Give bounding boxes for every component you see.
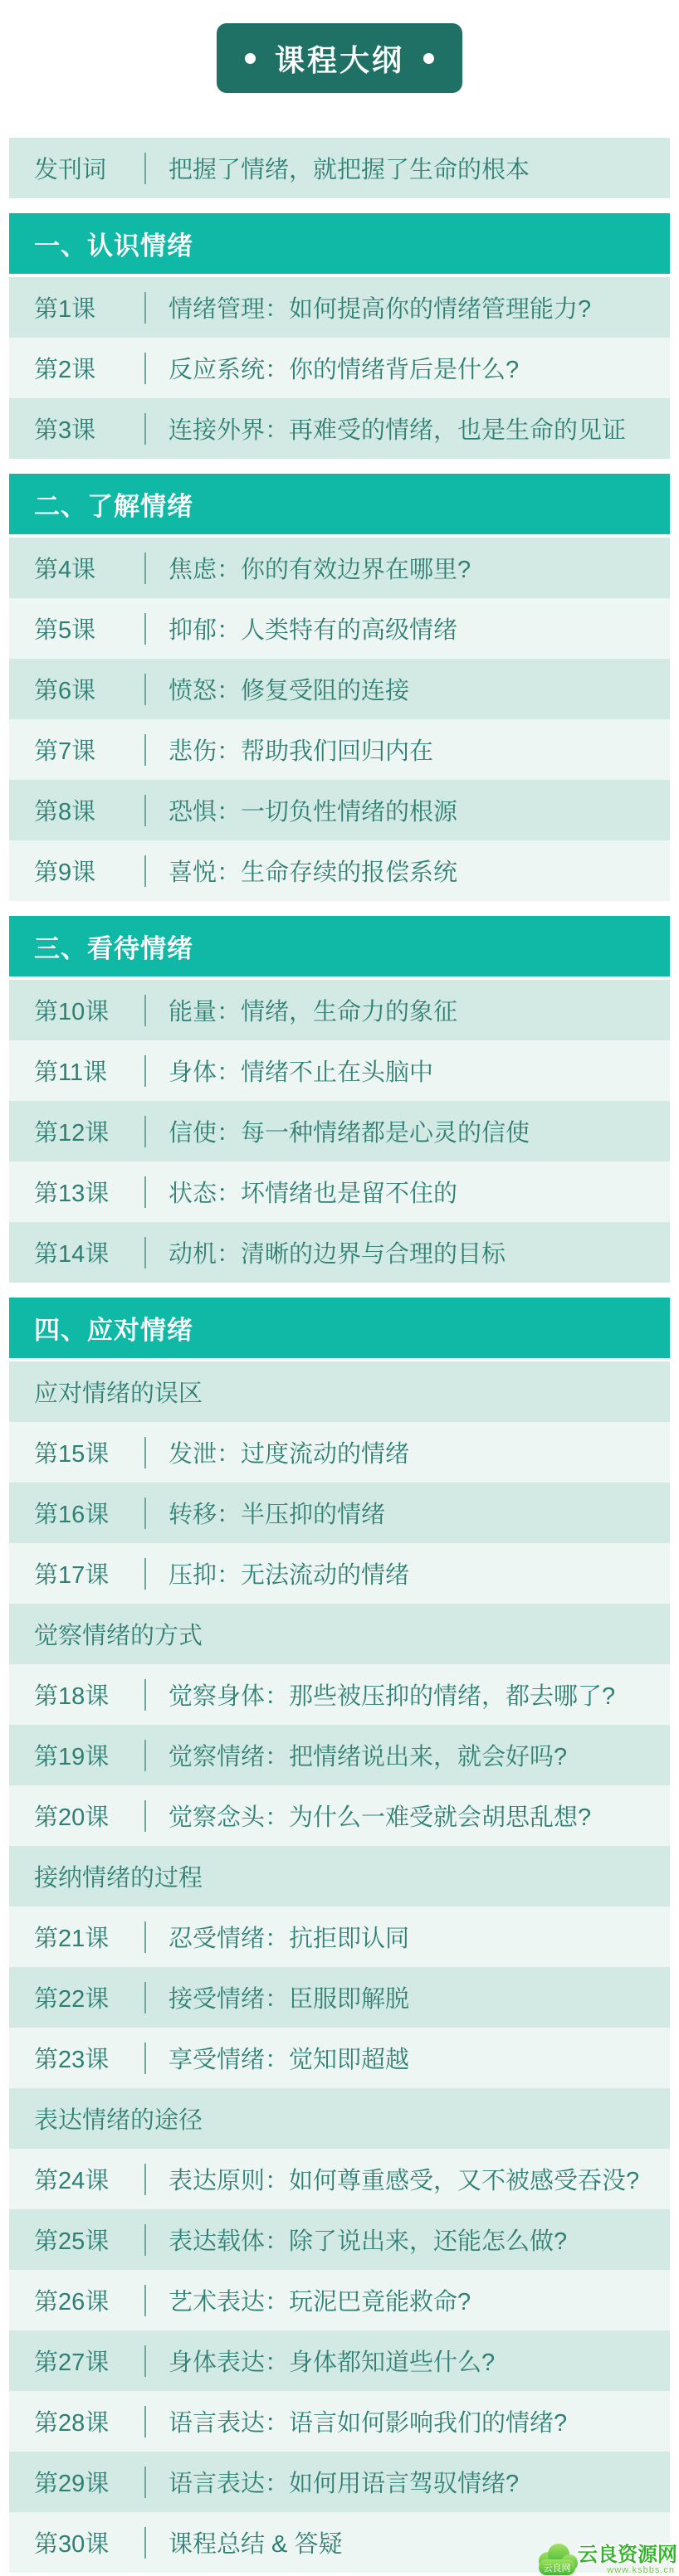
lesson-number: 第10课 xyxy=(34,999,110,1025)
intro-row xyxy=(9,138,670,198)
subsection-title: 应对情绪的误区 xyxy=(34,1381,203,1407)
lesson-number: 第9课 xyxy=(34,859,96,886)
lesson-title: 语言表达：语言如何影响我们的情绪? xyxy=(169,2410,568,2437)
lesson-title: 身体：情绪不止在头脑中 xyxy=(169,1059,434,1086)
subsection-header-row xyxy=(9,1846,670,1906)
lesson-row xyxy=(9,277,670,338)
lesson-row xyxy=(9,659,670,719)
lesson-number: 第12课 xyxy=(34,1120,110,1147)
lesson-number: 第18课 xyxy=(34,1683,110,1710)
vertical-divider xyxy=(144,1116,146,1147)
bullet-dot-icon xyxy=(245,53,256,64)
lesson-row xyxy=(9,2330,670,2391)
lesson-number: 第19课 xyxy=(34,1744,110,1770)
lesson-number: 第6课 xyxy=(34,678,96,704)
vertical-divider xyxy=(144,553,146,584)
lesson-number: 第29课 xyxy=(34,2471,110,2497)
lesson-row xyxy=(9,1785,670,1846)
lesson-number: 第15课 xyxy=(34,1441,110,1468)
section-header xyxy=(9,213,670,274)
subsection-header-row xyxy=(9,1604,670,1664)
vertical-divider xyxy=(144,1497,146,1529)
course-outline-list xyxy=(0,93,679,2573)
lesson-number: 第13课 xyxy=(34,1181,110,1207)
lesson-row xyxy=(9,338,670,398)
lesson-row xyxy=(9,1906,670,1967)
lesson-title: 觉察情绪：把情绪说出来，就会好吗? xyxy=(169,1744,568,1770)
lesson-number: 第26课 xyxy=(34,2289,110,2315)
vertical-divider xyxy=(144,2406,146,2437)
lesson-number: 第7课 xyxy=(34,738,96,765)
subsection-header-row xyxy=(9,1361,670,1422)
vertical-divider xyxy=(144,1982,146,2014)
vertical-divider xyxy=(144,1237,146,1269)
cloud-logo-text: 云良网 xyxy=(543,2564,571,2574)
lesson-number: 第3课 xyxy=(34,417,96,444)
vertical-divider xyxy=(144,2466,146,2498)
lesson-title: 转移：半压抑的情绪 xyxy=(169,1502,386,1528)
lesson-number: 第8课 xyxy=(34,799,96,825)
lesson-number: 第16课 xyxy=(34,1502,110,1528)
badge-container xyxy=(0,0,679,93)
vertical-divider xyxy=(144,1740,146,1771)
vertical-divider xyxy=(144,674,146,705)
lesson-number: 第30课 xyxy=(34,2531,110,2558)
lesson-title: 课程总结 & 答疑 xyxy=(169,2531,343,2558)
subsection-title: 接纳情绪的过程 xyxy=(34,1865,203,1892)
lesson-title: 压抑：无法流动的情绪 xyxy=(169,1562,410,1589)
lesson-title: 把握了情绪，就把握了生命的根本 xyxy=(169,157,530,183)
lesson-title: 喜悦：生命存续的报偿系统 xyxy=(169,859,458,886)
lesson-number: 第21课 xyxy=(34,1926,110,1952)
lesson-number: 第22课 xyxy=(34,1986,110,2013)
lesson-row xyxy=(9,2391,670,2452)
vertical-divider xyxy=(144,2285,146,2316)
section-title: 二、了解情绪 xyxy=(34,492,193,521)
lesson-number: 第14课 xyxy=(34,1241,110,1268)
vertical-divider xyxy=(144,1176,146,1208)
bullet-dot-icon xyxy=(423,53,434,64)
lesson-title: 状态：坏情绪也是留不住的 xyxy=(169,1181,458,1207)
vertical-divider xyxy=(144,292,146,324)
lesson-title: 悲伤：帮助我们回归内在 xyxy=(169,738,434,765)
section-header xyxy=(9,1298,670,1358)
vertical-divider xyxy=(144,1800,146,1832)
watermark-site-name: 云良资源网 xyxy=(578,2544,677,2566)
lesson-row xyxy=(9,1422,670,1483)
lesson-row xyxy=(9,2028,670,2088)
lesson-number: 第5课 xyxy=(34,617,96,644)
vertical-divider xyxy=(144,1055,146,1087)
vertical-divider xyxy=(144,613,146,645)
lesson-title: 忍受情绪：抗拒即认同 xyxy=(169,1926,410,1952)
lesson-row xyxy=(9,1543,670,1604)
lesson-title: 觉察念头：为什么一难受就会胡思乱想? xyxy=(169,1804,592,1831)
badge-title: 课程大纲 xyxy=(274,42,404,77)
lesson-row xyxy=(9,598,670,659)
lesson-title: 表达载体：除了说出来，还能怎么做? xyxy=(169,2228,568,2255)
vertical-divider xyxy=(144,795,146,826)
lesson-row xyxy=(9,840,670,901)
lesson-row xyxy=(9,1161,670,1222)
vertical-divider xyxy=(144,2224,146,2256)
lesson-title: 焦虑：你的有效边界在哪里? xyxy=(169,557,471,583)
lesson-row xyxy=(9,2270,670,2330)
subsection-header-row xyxy=(9,2088,670,2149)
lesson-title: 发泄：过度流动的情绪 xyxy=(169,1441,410,1468)
vertical-divider xyxy=(144,353,146,384)
section-header xyxy=(9,474,670,534)
lesson-number: 第17课 xyxy=(34,1562,110,1589)
lesson-title: 动机：清晰的边界与合理的目标 xyxy=(169,1241,506,1268)
lesson-title: 接受情绪：臣服即解脱 xyxy=(169,1986,410,2013)
lesson-number: 第1课 xyxy=(34,296,96,323)
vertical-divider xyxy=(144,1921,146,1953)
lesson-number: 发刊词 xyxy=(34,157,107,183)
cloud-logo-icon xyxy=(535,2543,579,2576)
vertical-divider xyxy=(144,1679,146,1711)
lesson-title: 身体表达：身体都知道些什么? xyxy=(169,2350,496,2376)
section-title: 一、认识情绪 xyxy=(34,231,193,261)
lesson-row xyxy=(9,1040,670,1101)
lesson-row xyxy=(9,719,670,780)
lesson-row xyxy=(9,538,670,598)
vertical-divider xyxy=(144,153,146,184)
vertical-divider xyxy=(144,995,146,1026)
lesson-number: 第20课 xyxy=(34,1804,110,1831)
lesson-row xyxy=(9,398,670,459)
lesson-title: 觉察身体：那些被压抑的情绪，都去哪了? xyxy=(169,1683,616,1710)
vertical-divider xyxy=(144,2043,146,2074)
lesson-title: 语言表达：如何用语言驾驭情绪? xyxy=(169,2471,520,2497)
lesson-number: 第25课 xyxy=(34,2228,110,2255)
subsection-title: 表达情绪的途径 xyxy=(34,2107,203,2134)
lesson-title: 艺术表达：玩泥巴竟能救命? xyxy=(169,2289,471,2315)
lesson-title: 恐惧：一切负性情绪的根源 xyxy=(169,799,458,825)
vertical-divider xyxy=(144,2164,146,2195)
lesson-title: 情绪管理：如何提高你的情绪管理能力? xyxy=(169,296,592,323)
section-header xyxy=(9,916,670,976)
lesson-row xyxy=(9,780,670,840)
lesson-title: 能量：情绪，生命力的象征 xyxy=(169,999,458,1025)
lesson-number: 第2课 xyxy=(34,357,96,383)
lesson-row xyxy=(9,980,670,1040)
lesson-row xyxy=(9,1664,670,1725)
vertical-divider xyxy=(144,2345,146,2377)
lesson-row xyxy=(9,1967,670,2028)
vertical-divider xyxy=(144,2527,146,2559)
lesson-row xyxy=(9,1483,670,1543)
vertical-divider xyxy=(144,413,146,445)
lesson-row xyxy=(9,1725,670,1785)
lesson-title: 抑郁：人类特有的高级情绪 xyxy=(169,617,458,644)
vertical-divider xyxy=(144,1558,146,1590)
vertical-divider xyxy=(144,1437,146,1468)
lesson-title: 表达原则：如何尊重感受，又不被感受吞没? xyxy=(169,2168,640,2194)
lesson-row xyxy=(9,2149,670,2209)
lesson-number: 第28课 xyxy=(34,2410,110,2437)
lesson-title: 信使：每一种情绪都是心灵的信使 xyxy=(169,1120,530,1147)
lesson-number: 第27课 xyxy=(34,2350,110,2376)
lesson-number: 第24课 xyxy=(34,2168,110,2194)
lesson-number: 第4课 xyxy=(34,557,96,583)
site-watermark xyxy=(535,2538,677,2576)
lesson-number: 第11课 xyxy=(34,1059,108,1086)
lesson-row xyxy=(9,1222,670,1283)
vertical-divider xyxy=(144,855,146,887)
course-outline-badge xyxy=(217,23,462,93)
lesson-row xyxy=(9,2452,670,2512)
lesson-number: 第23课 xyxy=(34,2047,110,2073)
lesson-title: 享受情绪：觉知即超越 xyxy=(169,2047,410,2073)
lesson-title: 愤怒：修复受阻的连接 xyxy=(169,678,410,704)
lesson-row xyxy=(9,1101,670,1161)
section-title: 四、应对情绪 xyxy=(34,1316,193,1345)
vertical-divider xyxy=(144,734,146,766)
section-title: 三、看待情绪 xyxy=(34,934,193,963)
lesson-row xyxy=(9,2209,670,2270)
subsection-title: 觉察情绪的方式 xyxy=(34,1623,203,1649)
watermark-site-url: www.ksbbs.cn xyxy=(607,2565,675,2575)
lesson-title: 连接外界：再难受的情绪，也是生命的见证 xyxy=(169,417,627,444)
lesson-title: 反应系统：你的情绪背后是什么? xyxy=(169,357,520,383)
